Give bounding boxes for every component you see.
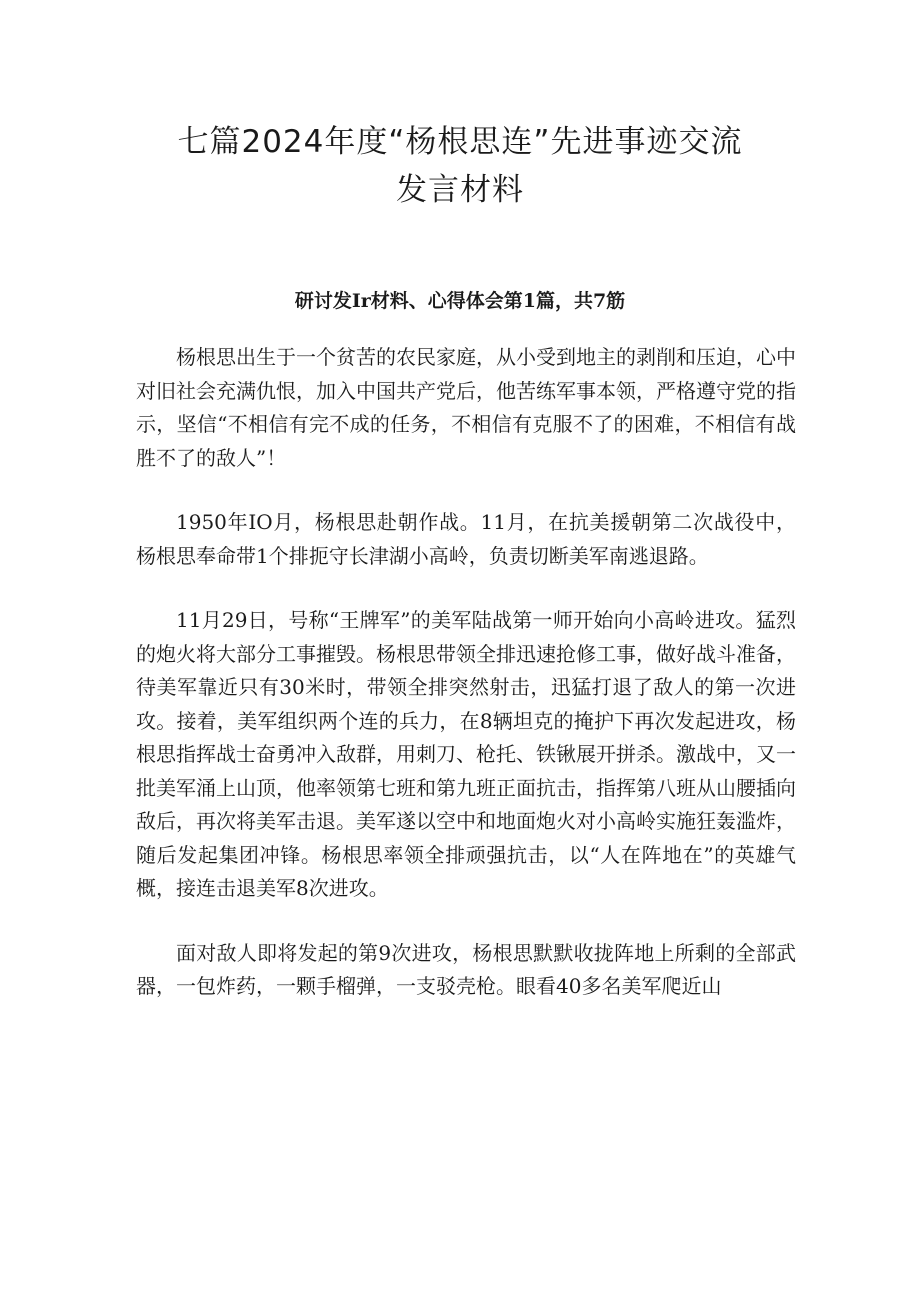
document-subtitle: 研讨发Ir材料、心得体会第1篇，共7筋 xyxy=(294,290,626,312)
paragraph-4: 面对敌人即将发起的第9次进攻，杨根思默默收拢阵地上所剩的全部武器，一包炸药，一颗手榴弹，一支驳壳枪。眼看40多名美军爬近山 xyxy=(136,940,796,998)
document-title-line-1: 七篇2024年度“杨根思连”先进事迹交流 xyxy=(177,124,743,160)
document-body xyxy=(136,341,796,1035)
document-title-line-2: 发言材料 xyxy=(396,172,524,208)
paragraph-1: 杨根思出生于一个贫苦的农民家庭，从小受到地主的剥削和压迫，心中对旧社会充满仇恨，加入中国共产党后，他苦练军事本领，严格遵守党的指示，坚信“不相信有完不成的任务，不相信有克服不了的困难，不相信有战胜不了的敌人”！ xyxy=(136,345,796,470)
paragraph-3: 11月29日，号称“王牌军”的美军陆战第一师开始向小高岭进攻。猛烈的炮火将大部分工事摧毁。杨根思带领全排迅速抢修工事，做好战斗准备，待美军靠近只有30米时，带领全排突然射击，迅猛打退了敌人的第一次进攻。接着，美军组织两个连的兵力，在8辆坦克的掩护下再次发起进攻，杨根思指挥战士奋勇冲入敌群，用刺刀、枪托、铁锹展开拼杀。激战中，又一批美军涌上山顶，他率领第七班和第九班正面抗击，指挥第八班从山腰插向敌后，再次将美军击退。美军遂以空中和地面炮火对小高岭实施狂轰滥炸，随后发起集团冲锋。杨根思率领全排顽强抗击，以“人在阵地在”的英雄气概，接连击退美军8次进攻。 xyxy=(136,608,796,900)
paragraph-2: 1950年IO月，杨根思赴朝作战。11月，在抗美援朝第二次战役中，杨根思奉命带1个排扼守长津湖小高岭，负责切断美军南逃退路。 xyxy=(136,510,796,568)
